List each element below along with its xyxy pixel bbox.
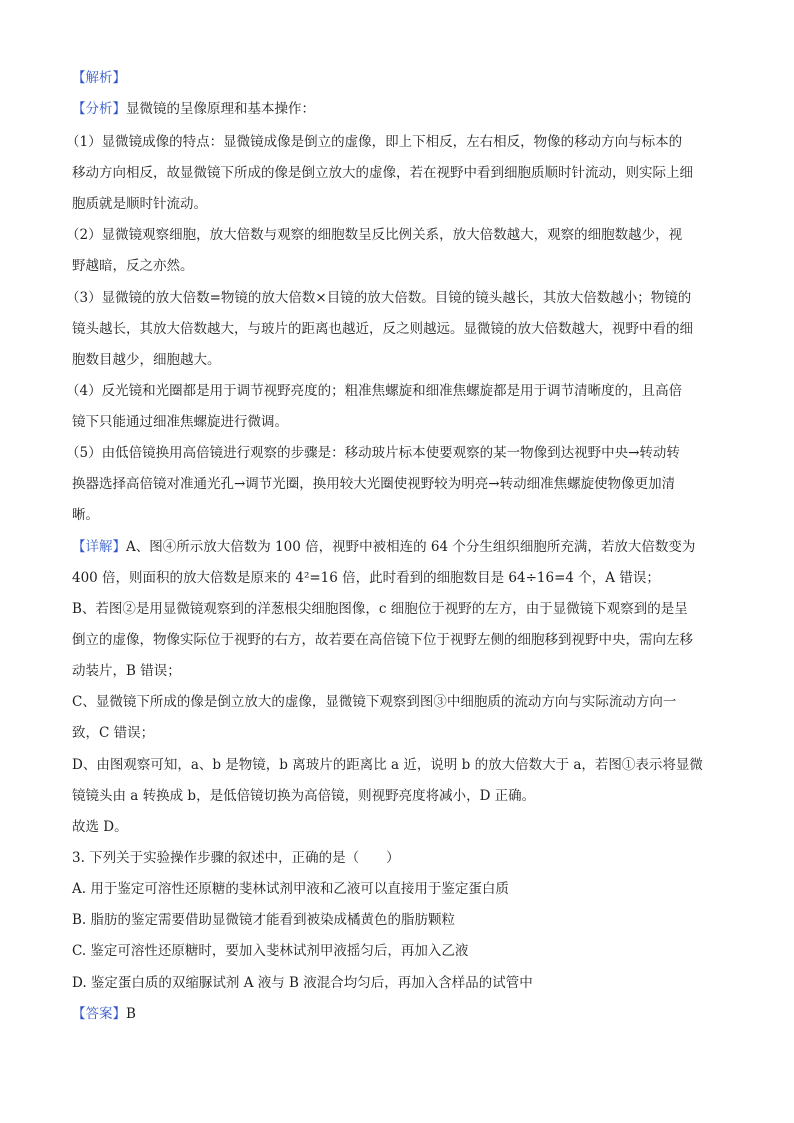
fenxi-point-2-line-1: （2）显微镜观察细胞，放大倍数与观察的细胞数呈反比例关系，放大倍数越大，观察的细胞数越少，视: [66, 227, 683, 243]
xiangjie-line-2: 400 倍，则面积的放大倍数是原来的 4²=16 倍，此时看到的细胞数目是 64÷16=4 个，A 错误；: [72, 570, 660, 586]
fenxi-point-4-line-1: （4）反光镜和光圈都是用于调节视野亮度的；粗准焦螺旋和细准焦螺旋都是用于调节清晰度的，且高倍: [66, 383, 683, 399]
answer-value: B: [126, 1006, 136, 1022]
question-option-b: B. 脂肪的鉴定需要借助显微镜才能看到被染成橘黄色的脂肪颗粒: [72, 912, 456, 928]
xiangjie-tag: 【详解】: [72, 539, 126, 555]
fenxi-point-3-line-3: 胞数目越少，细胞越大。: [72, 352, 221, 368]
fenxi-point-5-line-2: 换器选择高倍镜对准通光孔→调节光圈，换用较大光圈使视野较为明亮→转动细准焦螺旋使物像更加清: [72, 476, 676, 492]
answer-tag: 【答案】: [72, 1006, 126, 1022]
fenxi-point-3-line-1: （3）显微镜的放大倍数=物镜的放大倍数×目镜的放大倍数。目镜的镜头越长，其放大倍数越小；物镜的: [66, 290, 692, 306]
xiangjie-line-5: 动装片，B 错误；: [72, 663, 181, 679]
question-option-a: A. 用于鉴定可溶性还原糖的斐林试剂甲液和乙液可以直接用于鉴定蛋白质: [72, 881, 509, 897]
xiangjie-line-7: 致，C 错误；: [72, 725, 155, 741]
fenxi-point-3-line-2: 镜头越长，其放大倍数越大，与玻片的距离也越近，反之则越远。显微镜的放大倍数越大，视野中看的细: [72, 321, 693, 337]
answer-line: [72, 1002, 136, 1022]
xiangjie-line-1-text: A、图④所示放大倍数为 100 倍，视野中被相连的 64 个分生组织细胞所充满，若放大倍数变为: [126, 539, 696, 555]
question-option-d: D. 鉴定蛋白质的双缩脲试剂 A 液与 B 液混合均匀后，再加入含样品的试管中: [72, 975, 533, 991]
xiangjie-line-1: [72, 535, 695, 555]
fenxi-point-5-line-3: 晰。: [72, 507, 99, 523]
xiangjie-line-6: C、显微镜下所成的像是倒立放大的虚像，显微镜下观察到图③中细胞质的流动方向与实际流动方向一: [72, 694, 677, 710]
analysis-heading: 【解析】: [72, 70, 126, 86]
fenxi-intro-line: [72, 97, 315, 117]
xiangjie-line-8: D、由图观察可知，a、b 是物镜，b 离玻片的距离比 a 近，说明 b 的放大倍数大于 a，若图①表示将显微: [72, 757, 703, 773]
xiangjie-line-9: 镜镜头由 a 转换成 b，是低倍镜切换为高倍镜，则视野亮度将减小，D 正确。: [72, 788, 536, 804]
fenxi-tag: 【分析】: [72, 101, 126, 117]
fenxi-point-5-line-1: （5）由低倍镜换用高倍镜进行观察的步骤是：移动玻片标本使要观察的某一物像到达视野中央→转动转: [66, 445, 680, 461]
question-option-c: C. 鉴定可溶性还原糖时，要加入斐林试剂甲液摇匀后，再加入乙液: [72, 943, 469, 959]
fenxi-point-2-line-2: 野越暗，反之亦然。: [72, 258, 194, 274]
question-stem: 3. 下列关于实验操作步骤的叙述中，正确的是（ ）: [72, 850, 400, 866]
fenxi-point-1-line-1: （1）显微镜成像的特点：显微镜成像是倒立的虚像，即上下相反，左右相反，物像的移动方向与标本的: [66, 134, 683, 150]
fenxi-point-4-line-2: 镜下只能通过细准焦螺旋进行微调。: [72, 414, 288, 430]
fenxi-point-1-line-2: 移动方向相反，故显微镜下所成的像是倒立放大的虚像，若在视野中看到细胞质顺时针流动，则实际上细: [72, 165, 693, 181]
xiangjie-line-3: B、若图②是用显微镜观察到的洋葱根尖细胞图像，c 细胞位于视野的左方，由于显微镜下观察到的是呈: [72, 601, 688, 617]
xiangjie-line-10: 故选 D。: [72, 819, 128, 835]
xiangjie-line-4: 倒立的虚像，物像实际位于视野的右方，故若要在高倍镜下位于视野左侧的细胞移到视野中央，需向左移: [72, 632, 693, 648]
fenxi-intro: 显微镜的呈像原理和基本操作：: [126, 101, 315, 117]
fenxi-point-1-line-3: 胞质就是顺时针流动。: [72, 196, 207, 212]
